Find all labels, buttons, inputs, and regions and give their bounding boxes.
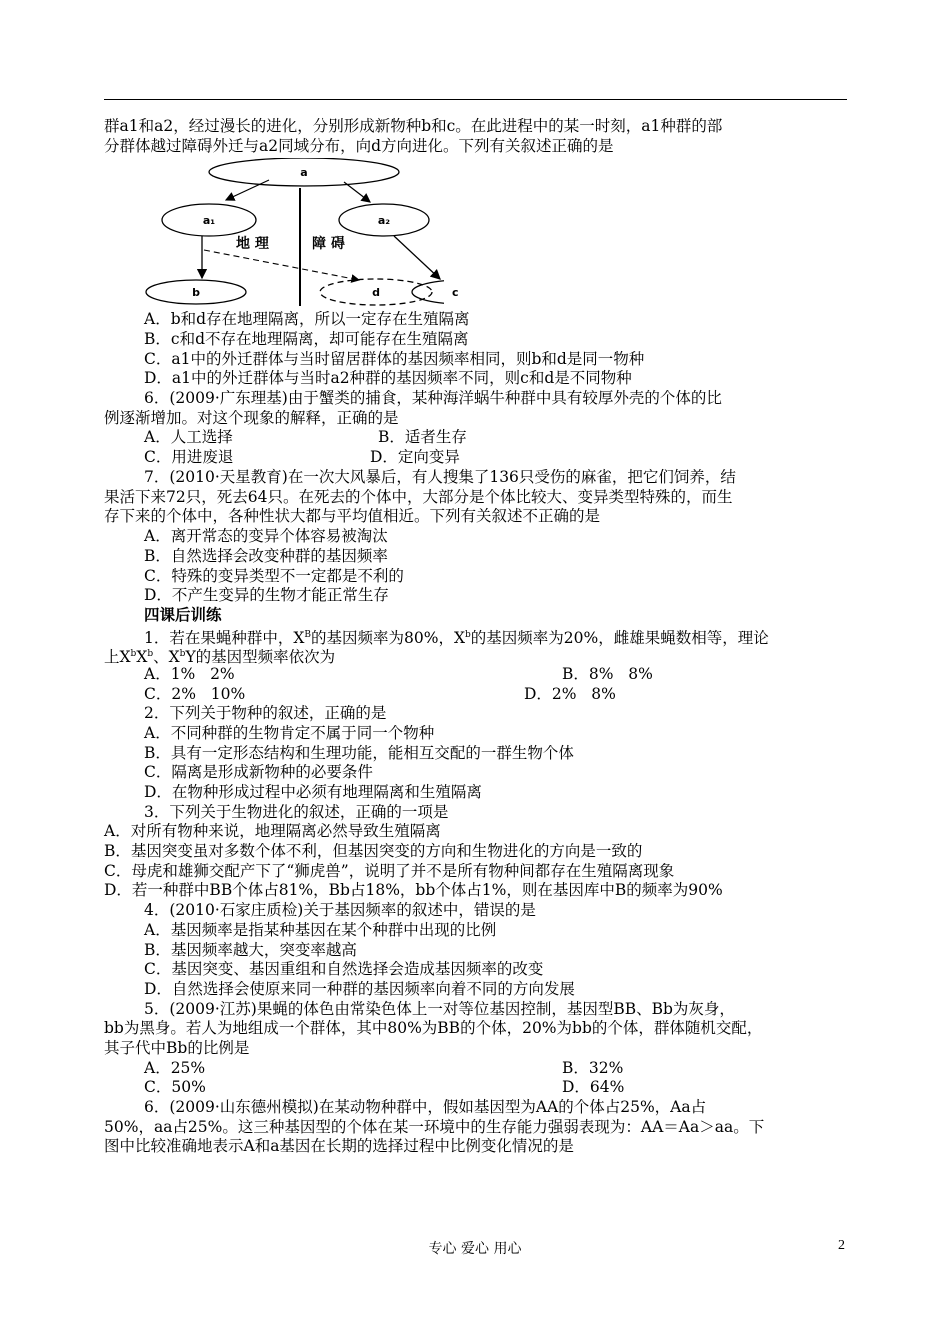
q6-option-d: D．定向变异 <box>370 448 460 466</box>
section-title: 四课后训练 <box>144 605 222 624</box>
t2-option-b: B．具有一定形态结构和生理功能，能相互交配的一群生物个体 <box>144 744 574 762</box>
node-a-label: a <box>300 166 308 179</box>
arrow-a2-to-c <box>394 236 440 279</box>
q7-option-b: B．自然选择会改变种群的基因频率 <box>144 547 388 565</box>
page-number: 2 <box>838 1238 845 1253</box>
barrier-label-left: 地 理 <box>236 236 269 252</box>
q7-option-d: D．不产生变异的生物才能正常生存 <box>144 586 389 604</box>
t2-option-c: C．隔离是形成新物种的必要条件 <box>144 763 373 781</box>
q5-option-a: A．b和d存在地理隔离，所以一定存在生殖隔离 <box>144 310 470 328</box>
t5-line-3: 其子代中Bb的比例是 <box>104 1039 250 1057</box>
t1-option-b: B．8% 8% <box>562 665 653 683</box>
q7-option-c: C．特殊的变异类型不一定都是不利的 <box>144 567 404 585</box>
t5-line-1: 5．(2009·江苏)果蝇的体色由常染色体上一对等位基因控制，基因型BB、Bb为灰身， <box>144 1000 735 1018</box>
q6-option-c: C．用进废退 <box>144 448 234 466</box>
node-c-label: c <box>452 286 459 299</box>
t5-line-2: bb为黑身。若人为地组成一个群体，其中80%为BB的个体，20%为bb的个体，群体随机交配， <box>104 1019 763 1037</box>
t1-sup-2: b <box>465 630 471 640</box>
t1-option-d: D．2% 8% <box>524 685 616 703</box>
arrow-a1-to-d <box>204 250 359 280</box>
node-a1-label: a₁ <box>202 214 216 227</box>
t1-l2-sup-2: b <box>147 649 154 659</box>
t5-option-a: A．25% <box>144 1059 206 1077</box>
t1-l2-text-c: 、X <box>153 648 180 666</box>
t1-option-c: C．2% 10% <box>144 685 246 703</box>
q7-line-2: 果活下来72只，死去64只。在死去的个体中，大部分是个体比较大、变异类型特殊的，而生 <box>104 488 733 506</box>
q5-option-d: D．a1中的外迁群体与当时a2种群的基因频率不同，则c和d是不同物种 <box>144 369 632 387</box>
t1-text-3: 的基因频率为20%，雌雄果蝇数相等，理论 <box>470 629 769 647</box>
q5-option-b: B．c和d不存在地理隔离，却可能存在生殖隔离 <box>144 330 469 348</box>
t5-option-b: B．32% <box>562 1059 624 1077</box>
t3-option-d: D．若一种群中BB个体占81%，Bb占18%，bb个体占1%，则在基因库中B的频率为90% <box>104 881 723 899</box>
speciation-diagram <box>144 158 444 308</box>
node-a2-label: a₂ <box>377 214 391 227</box>
q5-option-c: C．a1中的外迁群体与当时留居群体的基因频率相同，则b和d是同一物种 <box>144 350 645 368</box>
t3-option-b: B．基因突变虽对多数个体不利，但基因突变的方向和生物进化的方向是一致的 <box>104 842 643 860</box>
intro-line-1: 群a1和a2，经过漫长的进化，分别形成新物种b和c。在此进程中的某一时刻，a1种群的部 <box>104 117 723 135</box>
t1-text-2: 的基因频率为80%，X <box>311 629 466 647</box>
t6-line-3: 图中比较准确地表示A和a基因在长期的选择过程中比例变化情况的是 <box>104 1137 574 1155</box>
t4-option-a: A．基因频率是指某种基因在某个种群中出现的比例 <box>144 921 497 939</box>
q6-line-1: 6．(2009·广东理基)由于蟹类的捕食，某种海洋蜗牛种群中具有较厚外壳的个体的比 <box>144 389 722 407</box>
node-b-label: b <box>192 286 200 299</box>
t1-l2-sup-3: b <box>179 649 186 659</box>
t2-option-a: A．不同种群的生物肯定不属于同一个物种 <box>144 724 435 742</box>
node-c-ellipse <box>412 280 444 304</box>
t6-line-1: 6．(2009·山东德州模拟)在某动物种群中，假如基因型为AA的个体占25%，Aa占 <box>144 1098 707 1116</box>
t1-sup-1: B <box>304 630 312 640</box>
t1-text-1: 1．若在果蝇种群中，X <box>144 629 305 647</box>
barrier-label-right: 障 碍 <box>312 236 345 252</box>
t6-line-2: 50%，aa占25%。这三种基因型的个体在某一环境中的生存能力强弱表现为：AA＝Aa＞aa。下 <box>104 1118 765 1136</box>
t1-l2-text-b: X <box>136 648 148 666</box>
intro-line-2: 分群体越过障碍外迁与a2同域分布，向d方向进化。下列有关叙述正确的是 <box>104 137 614 155</box>
t4-stem: 4．(2010·石家庄质检)关于基因频率的叙述中，错误的是 <box>144 901 536 919</box>
t5-option-c: C．50% <box>144 1078 206 1096</box>
t2-option-d: D．在物种形成过程中必须有地理隔离和生殖隔离 <box>144 783 482 801</box>
q6-option-a: A．人工选择 <box>144 428 233 446</box>
t5-option-d: D．64% <box>562 1078 625 1096</box>
t1-l2-text-a: 上X <box>104 648 131 666</box>
q7-line-3: 存下来的个体中，各种性状大都与平均值相近。下列有关叙述不正确的是 <box>104 507 601 525</box>
t1-l2-sup-1: b <box>130 649 137 659</box>
t4-option-b: B．基因频率越大，突变率越高 <box>144 941 357 959</box>
t3-stem: 3．下列关于生物进化的叙述，正确的一项是 <box>144 803 449 821</box>
t4-option-d: D．自然选择会使原来同一种群的基因频率向着不同的方向发展 <box>144 980 575 998</box>
t2-stem: 2．下列关于物种的叙述，正确的是 <box>144 704 387 722</box>
header-rule <box>104 99 847 100</box>
q7-line-1: 7．(2010·天星教育)在一次大风暴后，有人搜集了136只受伤的麻雀，把它们饲养，结 <box>144 468 736 486</box>
node-d-label: d <box>372 286 380 299</box>
q7-option-a: A．离开常态的变异个体容易被淘汰 <box>144 527 388 545</box>
page-footer: 专心 爱心 用心 <box>428 1241 522 1257</box>
t4-option-c: C．基因突变、基因重组和自然选择会造成基因频率的改变 <box>144 960 544 978</box>
t3-option-a: A．对所有物种来说，地理隔离必然导致生殖隔离 <box>104 822 441 840</box>
q6-option-b: B．适者生存 <box>378 428 467 446</box>
t1-l2-text-d: Y的基因型频率依次为 <box>185 648 336 666</box>
arrow-a-to-a2 <box>344 182 370 202</box>
t1-option-a: A．1% 2% <box>144 665 235 683</box>
t3-option-c: C．母虎和雄狮交配产下了“狮虎兽”，说明了并不是所有物种间都存在生殖隔离现象 <box>104 862 675 880</box>
q6-line-2: 例逐渐增加。对这个现象的解释，正确的是 <box>104 409 399 427</box>
